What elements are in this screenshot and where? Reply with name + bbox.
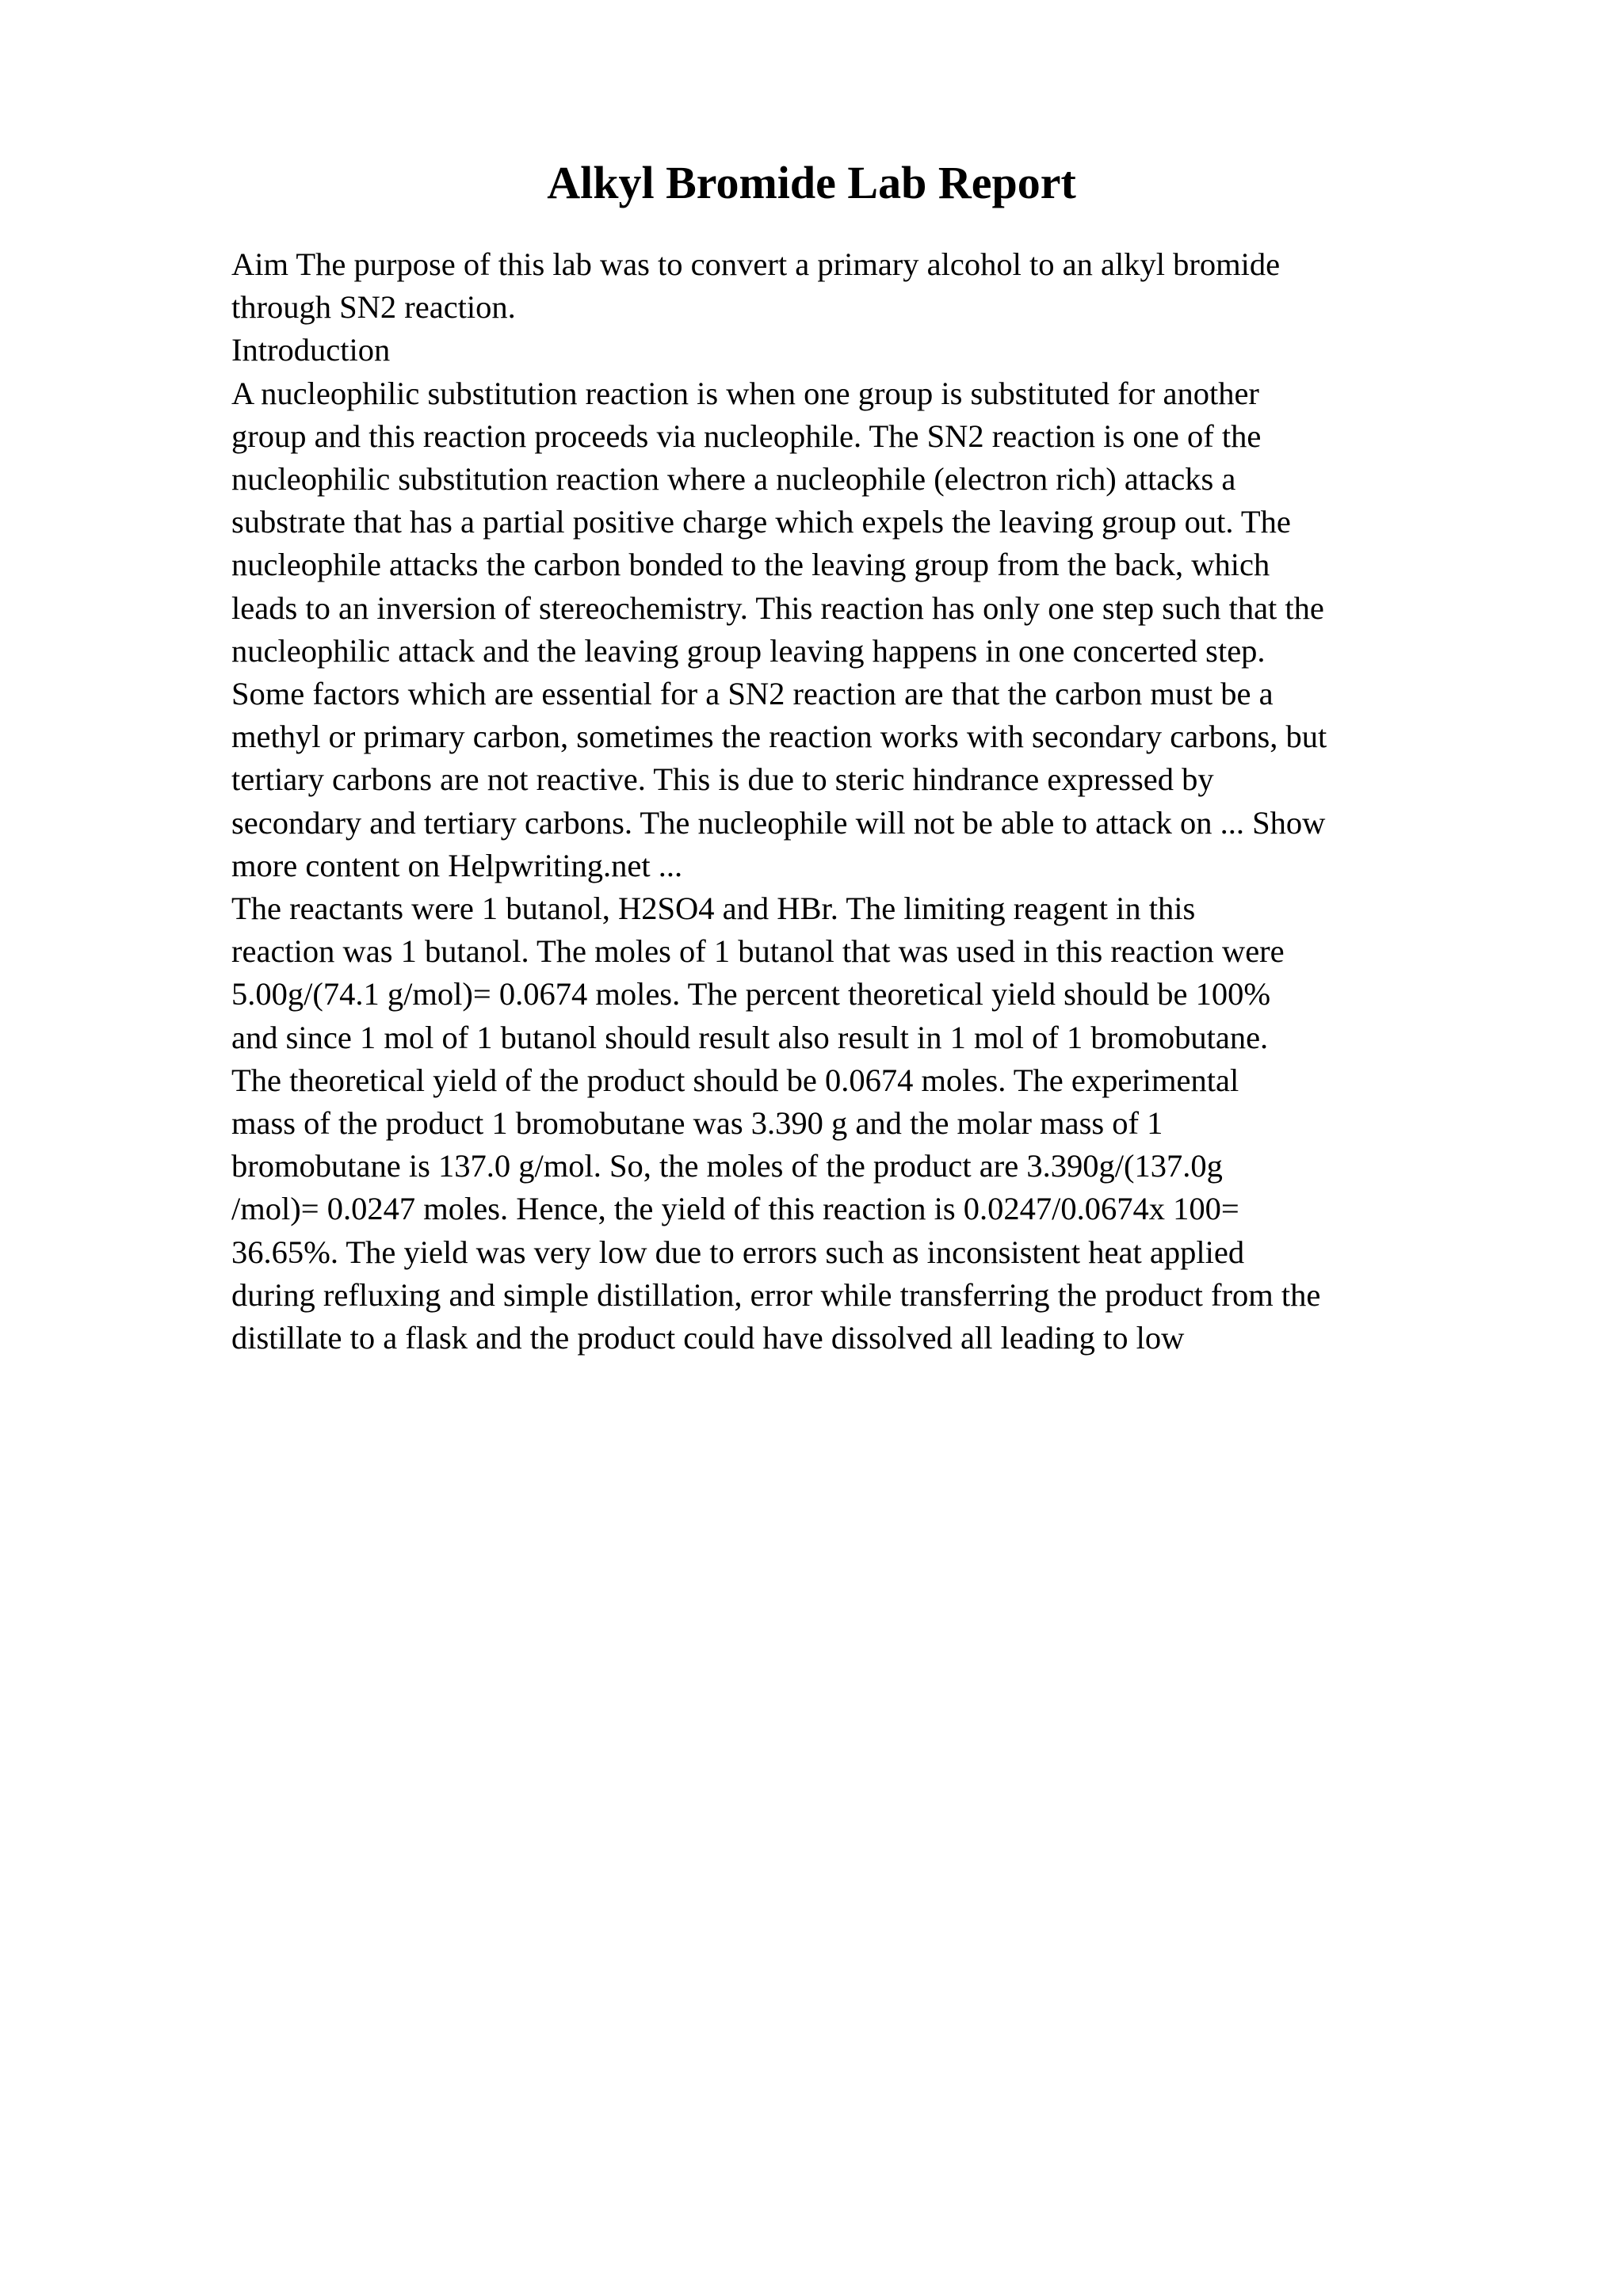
body-line: during refluxing and simple distillation, error while transferring the product from the — [231, 1276, 1321, 1313]
body-line: bromobutane is 137.0 g/mol. So, the moles of the product are 3.390g/(137.0g — [231, 1148, 1223, 1184]
body-line: reaction was 1 butanol. The moles of 1 butanol that was used in this reaction were — [231, 933, 1285, 970]
body-line: secondary and tertiary carbons. The nucleophile will not be able to attack on ... Show — [231, 804, 1326, 841]
body-line: The reactants were 1 butanol, H2SO4 and HBr. The limiting reagent in this — [231, 891, 1196, 927]
body-line: 5.00g/(74.1 g/mol)= 0.0674 moles. The percent theoretical yield should be 100% — [231, 976, 1271, 1013]
body-line: Aim The purpose of this lab was to convert a primary alcohol to an alkyl bromide — [231, 246, 1281, 282]
body-line: The theoretical yield of the product should be 0.0674 moles. The experimental — [231, 1062, 1239, 1098]
document-title: Alkyl Bromide Lab Report — [547, 157, 1076, 208]
body-line: /mol)= 0.0247 moles. Hence, the yield of this reaction is 0.0247/0.0674x 100= — [231, 1191, 1239, 1227]
body-line: group and this reaction proceeds via nucleophile. The SN2 reaction is one of the — [231, 418, 1262, 454]
body-line: nucleophilic substitution reaction where a nucleophile (electron rich) attacks a — [231, 461, 1236, 498]
document-body — [231, 243, 1515, 1360]
body-line: A nucleophilic substitution reaction is when one group is substituted for another — [231, 375, 1259, 411]
body-line: nucleophilic attack and the leaving group leaving happens in one concerted step. — [231, 632, 1266, 669]
body-line: through SN2 reaction. — [231, 289, 516, 326]
body-line: leads to an inversion of stereochemistry. This reaction has only one step such that the — [231, 589, 1324, 626]
body-line: mass of the product 1 bromobutane was 3.390 g and the molar mass of 1 — [231, 1105, 1163, 1142]
body-line: 36.65%. The yield was very low due to errors such as inconsistent heat applied — [231, 1234, 1245, 1270]
body-line: substrate that has a partial positive charge which expels the leaving group out. The — [231, 504, 1291, 540]
section-heading-introduction: Introduction — [231, 332, 391, 368]
body-line: distillate to a flask and the product could have dissolved all leading to low — [231, 1320, 1185, 1356]
body-line: and since 1 mol of 1 butanol should result also result in 1 mol of 1 bromobutane. — [231, 1019, 1269, 1055]
body-line: Some factors which are essential for a SN2 reaction are that the carbon must be a — [231, 676, 1274, 712]
body-line: methyl or primary carbon, sometimes the reaction works with secondary carbons, but — [231, 719, 1327, 755]
body-line: nucleophile attacks the carbon bonded to the leaving group from the back, which — [231, 547, 1270, 583]
body-line: more content on Helpwriting.net ... — [231, 847, 683, 883]
body-line: tertiary carbons are not reactive. This is due to steric hindrance expressed by — [231, 761, 1214, 798]
